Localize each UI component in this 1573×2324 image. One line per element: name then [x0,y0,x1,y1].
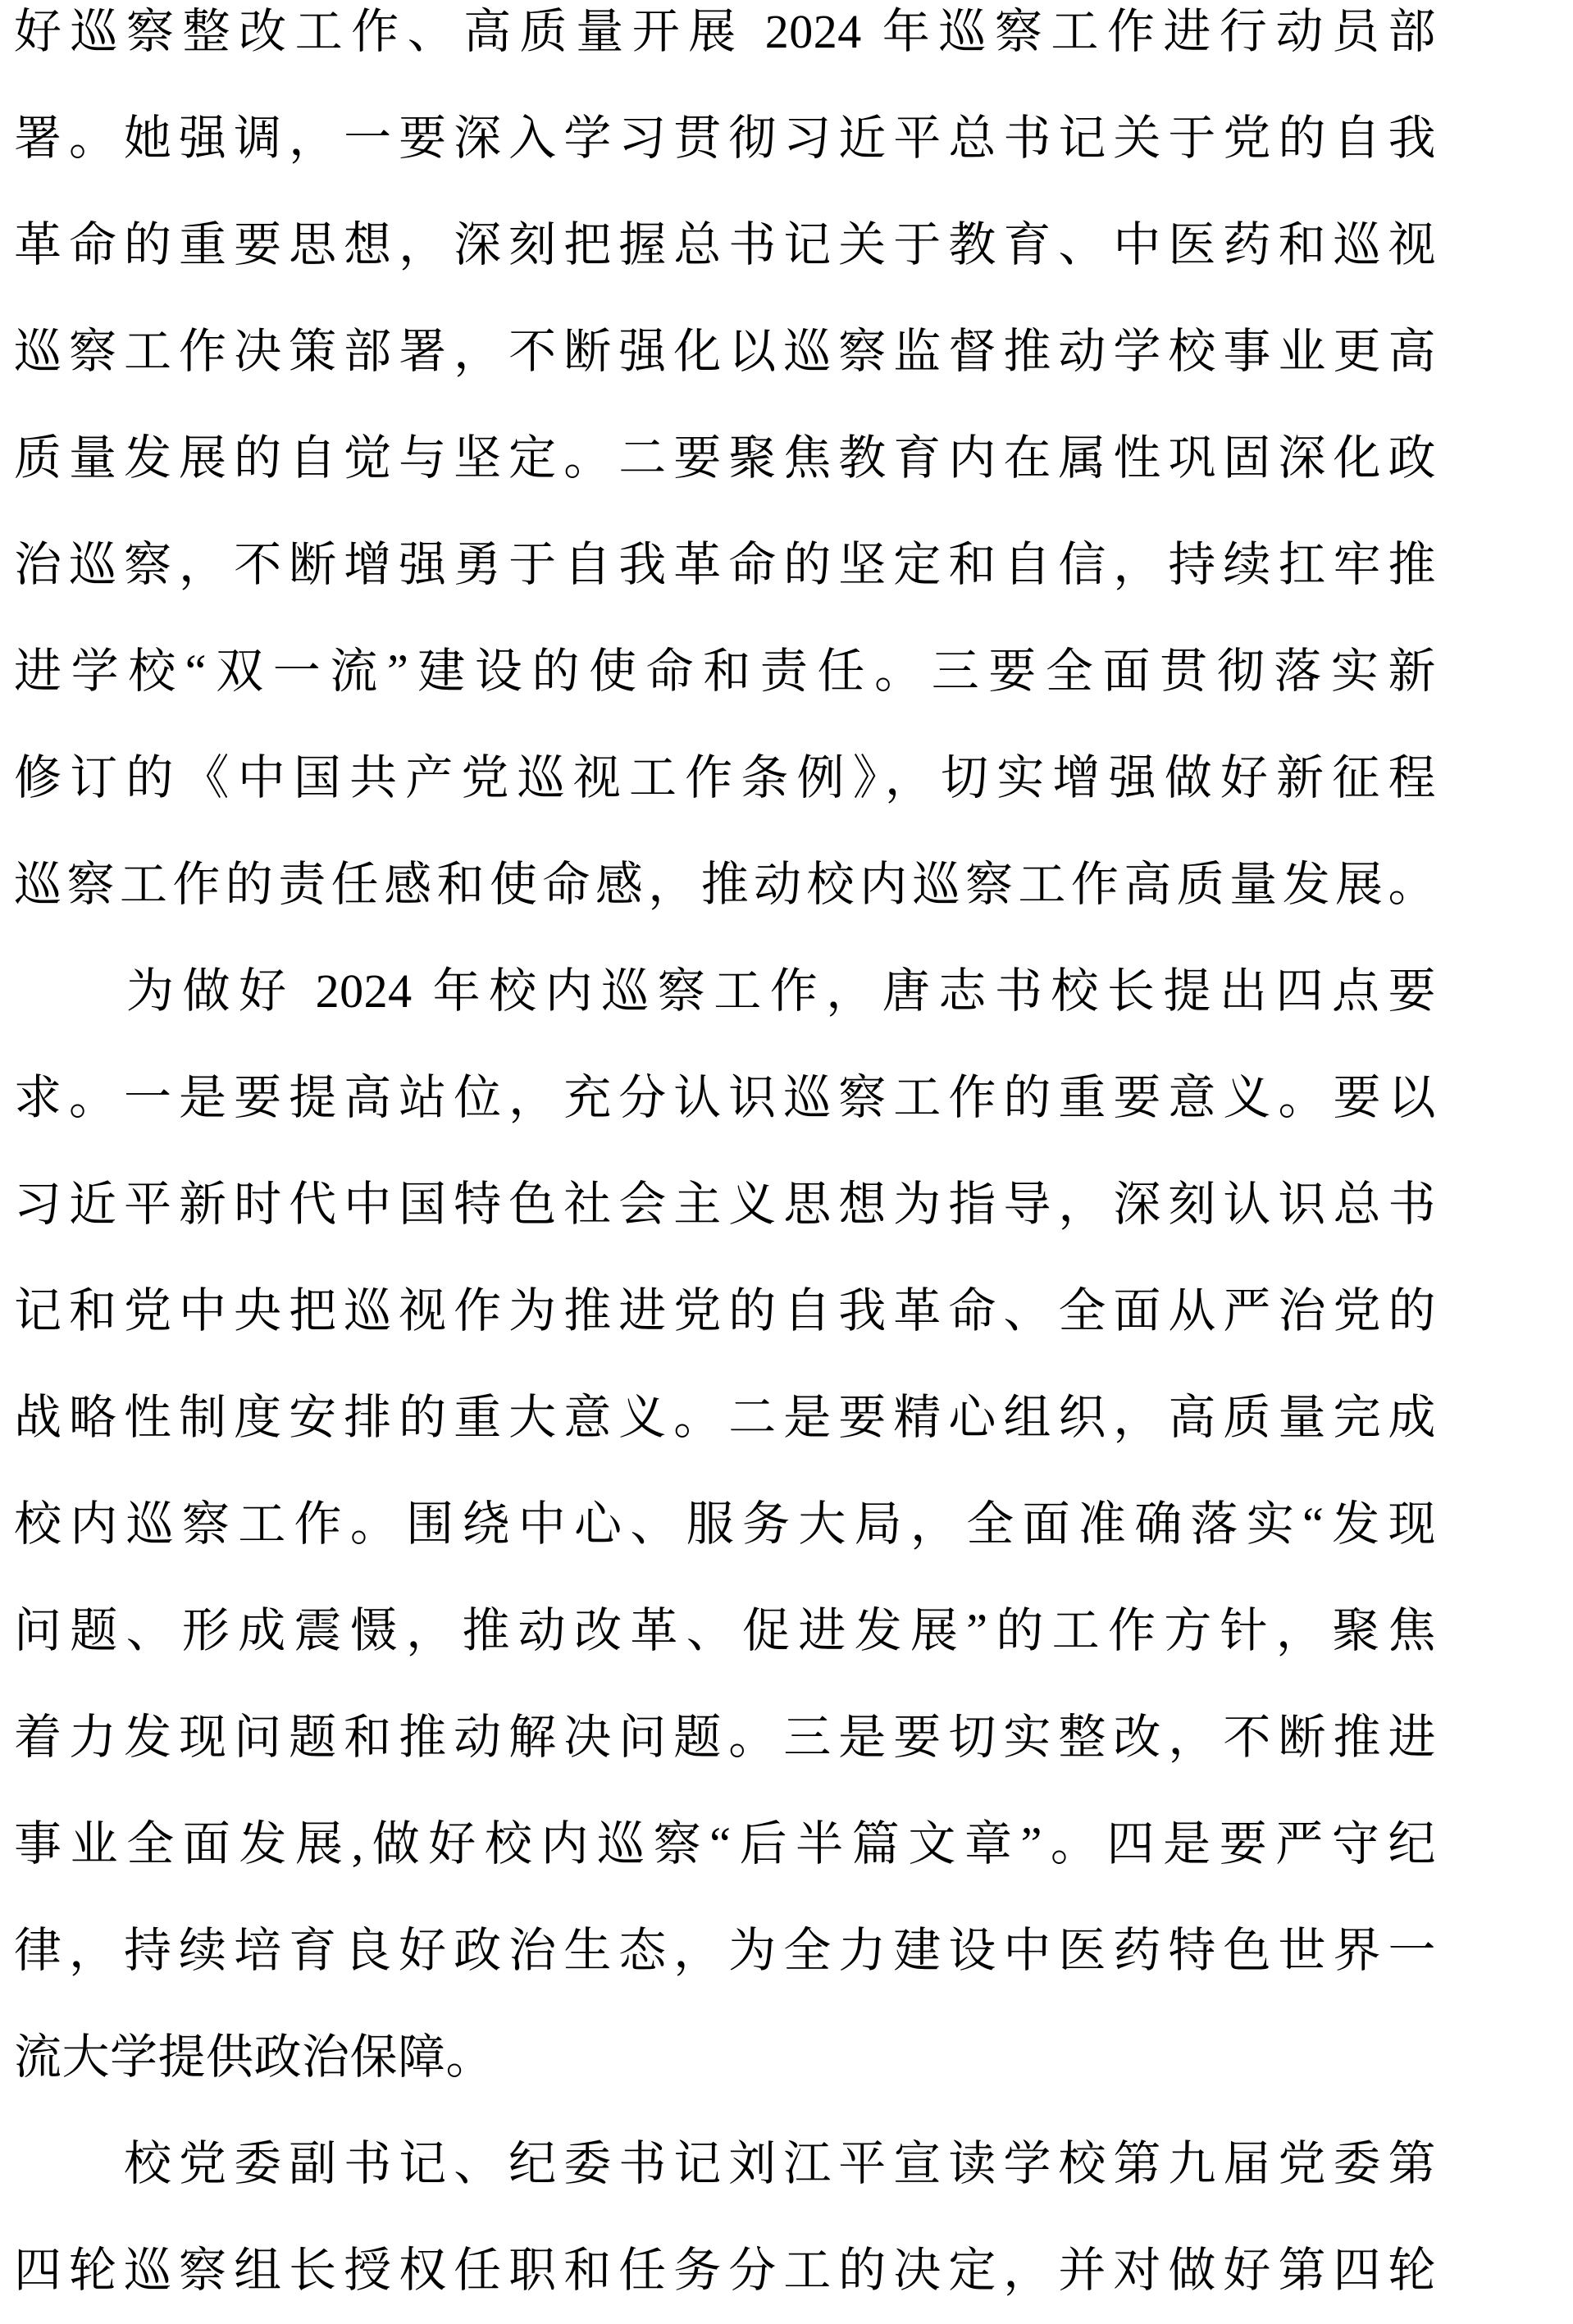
text-line-1: 好巡察整改工作、高质量开展 2024 年巡察工作进行动员部 [14,5,1436,58]
text-line-11: 求。一是要提高站位，充分认识巡察工作的重要意义。要以 [14,1071,1436,1124]
text-line-18: 事业全面发展,做好校内巡察“后半篇文章”。四是要严守纪 [14,1817,1436,1871]
text-line-3: 革命的重要思想，深刻把握总书记关于教育、中医药和巡视 [14,218,1436,271]
text-line-13: 记和党中央把巡视作为推进党的自我革命、全面从严治党的 [14,1284,1436,1337]
text-line-9: 巡察工作的责任感和使命感，推动校内巡察工作高质量发展。 [14,858,1436,911]
text-line-7: 进学校“双一流”建设的使命和责任。三要全面贯彻落实新 [14,645,1436,698]
document-page [14,0,1436,2324]
text-line-21: 校党委副书记、纪委书记刘江平宣读学校第九届党委第 [14,2137,1436,2190]
text-line-8: 修订的《中国共产党巡视工作条例》，切实增强做好新征程 [14,751,1436,804]
text-line-17: 着力发现问题和推动解决问题。三是要切实整改，不断推进 [14,1711,1436,1764]
text-line-4: 巡察工作决策部署，不断强化以巡察监督推动学校事业更高 [14,325,1436,378]
text-line-16: 问题、形成震慑，推动改革、促进发展”的工作方针，聚焦 [14,1604,1436,1657]
text-line-15: 校内巡察工作。围绕中心、服务大局，全面准确落实“发现 [14,1497,1436,1551]
text-line-10: 为做好 2024 年校内巡察工作，唐志书校长提出四点要 [14,964,1436,1018]
text-line-20-paragraph-end: 流大学提供政治保障。 [14,2030,495,2084]
text-line-6: 治巡察，不断增强勇于自我革命的坚定和自信，持续扛牢推 [14,538,1436,591]
text-line-14: 战略性制度安排的重大意义。二是要精心组织，高质量完成 [14,1391,1436,1444]
text-line-22: 四轮巡察组长授权任职和任务分工的决定，并对做好第四轮 [14,2244,1436,2297]
text-line-5: 质量发展的自觉与坚定。二要聚焦教育内在属性巩固深化政 [14,431,1436,485]
text-line-12: 习近平新时代中国特色社会主义思想为指导，深刻认识总书 [14,1178,1436,1231]
text-line-2: 署。她强调，一要深入学习贯彻习近平总书记关于党的自我 [14,112,1436,165]
text-line-19: 律，持续培育良好政治生态，为全力建设中医药特色世界一 [14,1924,1436,1977]
